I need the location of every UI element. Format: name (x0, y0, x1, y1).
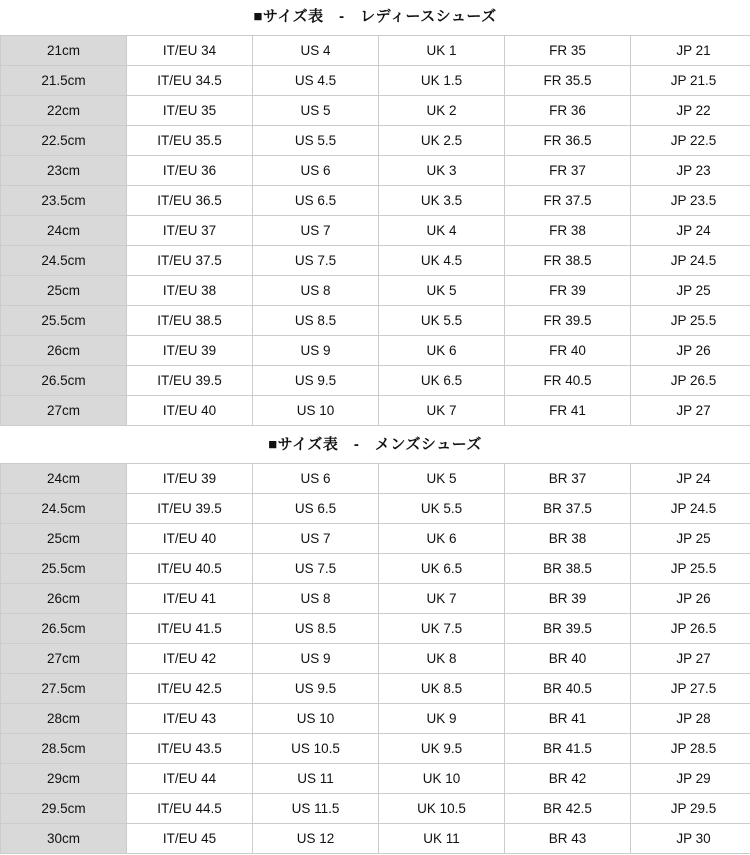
table-row (1, 216, 750, 246)
cell-size-value: JP 27.5 (631, 674, 750, 704)
cell-size-cm: 29cm (1, 764, 127, 794)
cell-size-value: UK 1 (379, 36, 505, 66)
cell-size-cm: 26.5cm (1, 614, 127, 644)
cell-size-value: US 8.5 (253, 614, 379, 644)
cell-size-cm: 28cm (1, 704, 127, 734)
cell-size-value: UK 8 (379, 644, 505, 674)
cell-size-value: JP 22.5 (631, 126, 750, 156)
cell-size-cm: 21.5cm (1, 66, 127, 96)
cell-size-value: UK 9 (379, 704, 505, 734)
size-table-mens-body (1, 464, 750, 854)
table-row (1, 734, 750, 764)
cell-size-value: BR 41.5 (505, 734, 631, 764)
cell-size-value: FR 38 (505, 216, 631, 246)
cell-size-cm: 24.5cm (1, 246, 127, 276)
cell-size-value: IT/EU 42 (127, 644, 253, 674)
cell-size-value: UK 7 (379, 584, 505, 614)
cell-size-value: JP 24 (631, 464, 750, 494)
size-table-mens (0, 463, 750, 854)
cell-size-value: FR 36.5 (505, 126, 631, 156)
cell-size-value: IT/EU 38 (127, 276, 253, 306)
cell-size-cm: 22.5cm (1, 126, 127, 156)
table-row (1, 396, 750, 426)
cell-size-value: FR 40 (505, 336, 631, 366)
cell-size-value: FR 39 (505, 276, 631, 306)
table-row (1, 644, 750, 674)
cell-size-value: JP 24.5 (631, 246, 750, 276)
cell-size-value: JP 25.5 (631, 306, 750, 336)
cell-size-value: IT/EU 40 (127, 524, 253, 554)
cell-size-value: US 10.5 (253, 734, 379, 764)
size-table-womens-body (1, 36, 750, 426)
size-table-womens (0, 35, 750, 426)
cell-size-value: BR 37 (505, 464, 631, 494)
cell-size-value: JP 28 (631, 704, 750, 734)
table-row (1, 554, 750, 584)
cell-size-value: FR 39.5 (505, 306, 631, 336)
table-row (1, 186, 750, 216)
table-row (1, 674, 750, 704)
cell-size-value: JP 29 (631, 764, 750, 794)
cell-size-value: FR 41 (505, 396, 631, 426)
cell-size-value: IT/EU 41 (127, 584, 253, 614)
cell-size-value: FR 35.5 (505, 66, 631, 96)
cell-size-value: UK 5 (379, 464, 505, 494)
cell-size-value: US 6.5 (253, 186, 379, 216)
cell-size-value: IT/EU 36.5 (127, 186, 253, 216)
cell-size-value: US 8 (253, 584, 379, 614)
cell-size-value: US 7 (253, 216, 379, 246)
cell-size-value: US 5.5 (253, 126, 379, 156)
cell-size-value: JP 26 (631, 336, 750, 366)
cell-size-value: UK 8.5 (379, 674, 505, 704)
cell-size-value: BR 42 (505, 764, 631, 794)
cell-size-value: JP 23.5 (631, 186, 750, 216)
cell-size-value: UK 7.5 (379, 614, 505, 644)
cell-size-value: IT/EU 43.5 (127, 734, 253, 764)
cell-size-value: IT/EU 39.5 (127, 366, 253, 396)
cell-size-value: JP 25.5 (631, 554, 750, 584)
cell-size-value: US 6 (253, 156, 379, 186)
section-title-womens: ■サイズ表 - レディースシューズ (253, 8, 497, 25)
cell-size-cm: 27cm (1, 644, 127, 674)
table-row (1, 366, 750, 396)
cell-size-cm: 25cm (1, 524, 127, 554)
table-row (1, 614, 750, 644)
cell-size-value: UK 10 (379, 764, 505, 794)
cell-size-value: US 9 (253, 644, 379, 674)
cell-size-value: UK 6.5 (379, 366, 505, 396)
table-row (1, 764, 750, 794)
cell-size-value: IT/EU 38.5 (127, 306, 253, 336)
cell-size-value: US 10 (253, 704, 379, 734)
cell-size-value: US 10 (253, 396, 379, 426)
cell-size-value: JP 22 (631, 96, 750, 126)
cell-size-value: IT/EU 40 (127, 396, 253, 426)
cell-size-value: IT/EU 45 (127, 824, 253, 854)
cell-size-value: IT/EU 35 (127, 96, 253, 126)
cell-size-value: US 4 (253, 36, 379, 66)
cell-size-value: IT/EU 34.5 (127, 66, 253, 96)
cell-size-value: BR 40.5 (505, 674, 631, 704)
cell-size-value: US 7.5 (253, 554, 379, 584)
cell-size-cm: 24cm (1, 464, 127, 494)
cell-size-value: JP 21.5 (631, 66, 750, 96)
cell-size-value: US 8 (253, 276, 379, 306)
cell-size-value: FR 36 (505, 96, 631, 126)
cell-size-value: UK 4 (379, 216, 505, 246)
cell-size-value: BR 38 (505, 524, 631, 554)
cell-size-value: JP 25 (631, 276, 750, 306)
cell-size-value: US 12 (253, 824, 379, 854)
cell-size-cm: 29.5cm (1, 794, 127, 824)
table-row (1, 524, 750, 554)
cell-size-value: US 9.5 (253, 674, 379, 704)
cell-size-value: IT/EU 37.5 (127, 246, 253, 276)
cell-size-value: IT/EU 39 (127, 464, 253, 494)
cell-size-value: US 6 (253, 464, 379, 494)
cell-size-value: US 9 (253, 336, 379, 366)
cell-size-cm: 25cm (1, 276, 127, 306)
cell-size-value: US 4.5 (253, 66, 379, 96)
cell-size-value: US 11.5 (253, 794, 379, 824)
cell-size-value: UK 3 (379, 156, 505, 186)
table-row (1, 824, 750, 854)
cell-size-value: US 7 (253, 524, 379, 554)
cell-size-cm: 21cm (1, 36, 127, 66)
cell-size-value: BR 40 (505, 644, 631, 674)
cell-size-value: US 7.5 (253, 246, 379, 276)
cell-size-value: IT/EU 39.5 (127, 494, 253, 524)
cell-size-value: IT/EU 37 (127, 216, 253, 246)
cell-size-value: JP 28.5 (631, 734, 750, 764)
cell-size-value: UK 2.5 (379, 126, 505, 156)
cell-size-value: UK 6.5 (379, 554, 505, 584)
cell-size-cm: 28.5cm (1, 734, 127, 764)
cell-size-value: IT/EU 34 (127, 36, 253, 66)
table-row (1, 464, 750, 494)
cell-size-value: FR 37.5 (505, 186, 631, 216)
cell-size-value: JP 29.5 (631, 794, 750, 824)
table-row (1, 704, 750, 734)
cell-size-value: UK 7 (379, 396, 505, 426)
cell-size-value: UK 5 (379, 276, 505, 306)
cell-size-value: IT/EU 43 (127, 704, 253, 734)
cell-size-value: BR 38.5 (505, 554, 631, 584)
cell-size-value: UK 11 (379, 824, 505, 854)
cell-size-value: UK 6 (379, 336, 505, 366)
table-row (1, 494, 750, 524)
cell-size-value: JP 25 (631, 524, 750, 554)
cell-size-cm: 22cm (1, 96, 127, 126)
cell-size-cm: 23cm (1, 156, 127, 186)
table-row (1, 306, 750, 336)
cell-size-value: IT/EU 42.5 (127, 674, 253, 704)
cell-size-value: FR 35 (505, 36, 631, 66)
cell-size-value: BR 41 (505, 704, 631, 734)
cell-size-cm: 26.5cm (1, 366, 127, 396)
cell-size-value: UK 5.5 (379, 306, 505, 336)
table-row (1, 156, 750, 186)
cell-size-value: JP 21 (631, 36, 750, 66)
table-row (1, 584, 750, 614)
table-row (1, 246, 750, 276)
cell-size-value: JP 24 (631, 216, 750, 246)
cell-size-value: IT/EU 41.5 (127, 614, 253, 644)
cell-size-cm: 24cm (1, 216, 127, 246)
cell-size-cm: 27.5cm (1, 674, 127, 704)
cell-size-cm: 30cm (1, 824, 127, 854)
table-row (1, 336, 750, 366)
cell-size-value: BR 37.5 (505, 494, 631, 524)
cell-size-value: US 11 (253, 764, 379, 794)
cell-size-cm: 23.5cm (1, 186, 127, 216)
table-row (1, 96, 750, 126)
cell-size-value: FR 37 (505, 156, 631, 186)
cell-size-value: UK 2 (379, 96, 505, 126)
cell-size-value: US 6.5 (253, 494, 379, 524)
table-row (1, 66, 750, 96)
table-row (1, 36, 750, 66)
cell-size-cm: 27cm (1, 396, 127, 426)
cell-size-value: JP 24.5 (631, 494, 750, 524)
cell-size-value: IT/EU 44.5 (127, 794, 253, 824)
cell-size-value: JP 26.5 (631, 366, 750, 396)
cell-size-cm: 26cm (1, 584, 127, 614)
cell-size-value: BR 43 (505, 824, 631, 854)
cell-size-value: JP 26 (631, 584, 750, 614)
table-row (1, 794, 750, 824)
cell-size-value: FR 38.5 (505, 246, 631, 276)
cell-size-value: IT/EU 39 (127, 336, 253, 366)
cell-size-value: IT/EU 40.5 (127, 554, 253, 584)
cell-size-value: IT/EU 44 (127, 764, 253, 794)
cell-size-value: UK 5.5 (379, 494, 505, 524)
cell-size-value: JP 27 (631, 396, 750, 426)
cell-size-value: US 5 (253, 96, 379, 126)
cell-size-cm: 24.5cm (1, 494, 127, 524)
cell-size-value: BR 39 (505, 584, 631, 614)
cell-size-value: JP 26.5 (631, 614, 750, 644)
cell-size-value: US 8.5 (253, 306, 379, 336)
cell-size-value: IT/EU 36 (127, 156, 253, 186)
cell-size-value: IT/EU 35.5 (127, 126, 253, 156)
table-row (1, 276, 750, 306)
cell-size-value: UK 3.5 (379, 186, 505, 216)
cell-size-value: UK 10.5 (379, 794, 505, 824)
cell-size-cm: 26cm (1, 336, 127, 366)
cell-size-cm: 25.5cm (1, 306, 127, 336)
cell-size-value: JP 27 (631, 644, 750, 674)
section-title-mens: ■サイズ表 - メンズシューズ (268, 436, 482, 453)
cell-size-value: US 9.5 (253, 366, 379, 396)
cell-size-value: UK 9.5 (379, 734, 505, 764)
cell-size-value: JP 30 (631, 824, 750, 854)
cell-size-value: UK 4.5 (379, 246, 505, 276)
cell-size-value: FR 40.5 (505, 366, 631, 396)
cell-size-value: UK 1.5 (379, 66, 505, 96)
cell-size-value: BR 42.5 (505, 794, 631, 824)
cell-size-value: JP 23 (631, 156, 750, 186)
cell-size-value: UK 6 (379, 524, 505, 554)
table-row (1, 126, 750, 156)
cell-size-value: BR 39.5 (505, 614, 631, 644)
cell-size-cm: 25.5cm (1, 554, 127, 584)
